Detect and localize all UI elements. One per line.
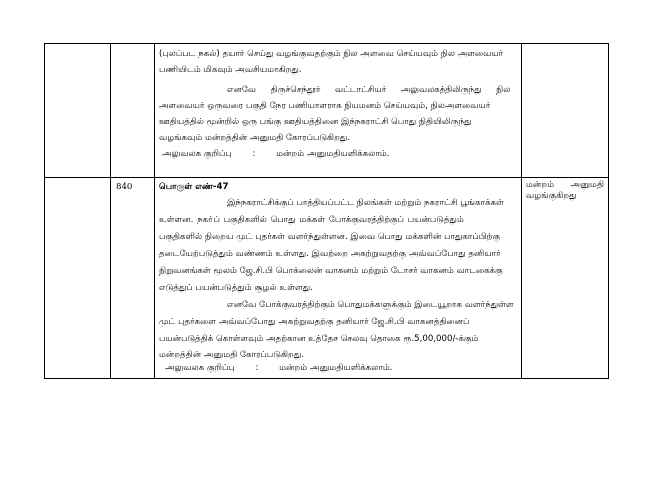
office-note-text: மன்றம் அனுமதியளிக்கலாம். bbox=[279, 363, 393, 373]
row2-line-2: உள்ளன. நகா்ப் பகுதிகளில் பொது மக்கள் போக்குவரத்திற்குப் பயன்படுத்தும் bbox=[159, 215, 464, 225]
resolution-word-1: மன்றம் bbox=[526, 180, 555, 190]
row1-line-4: அளவையர் ஒருவரை பகுதி நேர பணியாளராக நியமனம் செய்யவும், நிலஅளவையர் bbox=[159, 101, 491, 111]
table-right-border bbox=[608, 43, 609, 379]
row1-line-1: (புலப்பட நகல்) தயார் செய்து வழங்குவதற்கும் நில அளவை செய்யவும் நில அளவையர் bbox=[159, 49, 504, 59]
row2-line-8: முட் புதர்களை அவ்வப்போது அகற்றுவதற்கு தனியார் ஜே.சி.பி வாகனத்தினைப் bbox=[159, 317, 470, 327]
column-divider-1 bbox=[110, 43, 111, 379]
row2-line-5: நிறுவனங்கள் மூலம் ஜே.சி.பி பொக்லைன் வாகனம் மற்றும் டோசர் வாகனம் வாடகைக்கு bbox=[159, 266, 503, 276]
table-row-divider bbox=[44, 177, 609, 178]
row2-line-4: தடையேற்படுத்தும் வண்ணம் உள்ளது. இவற்றை அகற்றுவதற்கு அவ்வப்போது தனியார் bbox=[159, 249, 501, 259]
row2-line-3: பகுதிகளில் நிறைய முட் புதர்கள் வளர்ந்துள்ளன. இவை பொது மக்களின் பாதுகாப்பிற்கு bbox=[159, 232, 501, 242]
row1-line-5: ஊதியத்தில் மூன்றில் ஒரு பங்கு ஊதியத்தினை இந்நகராட்சி பொது நிதியிலிருந்து bbox=[159, 117, 472, 127]
row2-line-10: மன்றத்தின் அனுமதி கோரப்படுகிறது. bbox=[159, 350, 305, 360]
column-divider-3 bbox=[521, 43, 522, 379]
row1-office-note bbox=[162, 147, 390, 163]
column-divider-2 bbox=[154, 43, 155, 379]
row2-line-1: இந்நகராட்சிக்குப் பாத்தியப்பட்ட நிலங்கள் மற்றும் நகராட்சி பூங்காக்கள் bbox=[227, 198, 504, 208]
row2-line-6: எடுத்துப் பயன்படுத்தும் சூழல் உள்ளது. bbox=[159, 283, 313, 293]
row1-line-2: பணியிடம் மிகவும் அவசியமாகிறது. bbox=[159, 65, 302, 75]
row1-line-6: வழங்கவும் மன்றத்தின் அனுமதி கோரப்படுகிறது. bbox=[159, 133, 351, 143]
resolution-word-2: அனுமதி bbox=[570, 180, 604, 190]
office-note-colon: : bbox=[255, 363, 259, 373]
resolution-number: 840 bbox=[116, 182, 133, 192]
office-note-label: அலுவலக குறிப்பு bbox=[162, 149, 232, 159]
table-left-border bbox=[44, 43, 45, 379]
subject-heading: பொருள் எண்-47 bbox=[159, 182, 229, 192]
office-note-text: மன்றம் அனுமதியளிக்கலாம். bbox=[276, 149, 390, 159]
resolution-line-2: வழங்குகிறது bbox=[526, 191, 577, 201]
table-top-border bbox=[44, 43, 609, 44]
row2-line-9: பயன்படுத்திக் கொள்ளவும் அதற்கான உத்தேச செலவு தொகை ரூ.5,00,000/-க்கும் bbox=[159, 334, 479, 344]
table-bottom-border bbox=[44, 378, 609, 379]
row2-line-7: எனவே போக்குவரத்திற்கும் பொதுமக்களுக்கும் இடையூறாக வளர்ந்துள்ள bbox=[227, 300, 514, 310]
office-note-label: அலுவலக குறிப்பு bbox=[165, 363, 235, 373]
row2-office-note bbox=[165, 361, 393, 377]
row1-line-3 bbox=[227, 83, 514, 99]
resolution-table bbox=[44, 43, 609, 379]
office-note-colon: : bbox=[252, 149, 256, 159]
row1-line-3-text: எனவே திருச்செந்தூர் வட்டாட்சியர் அலுவலகத்திலிருந்து நில bbox=[227, 85, 511, 95]
